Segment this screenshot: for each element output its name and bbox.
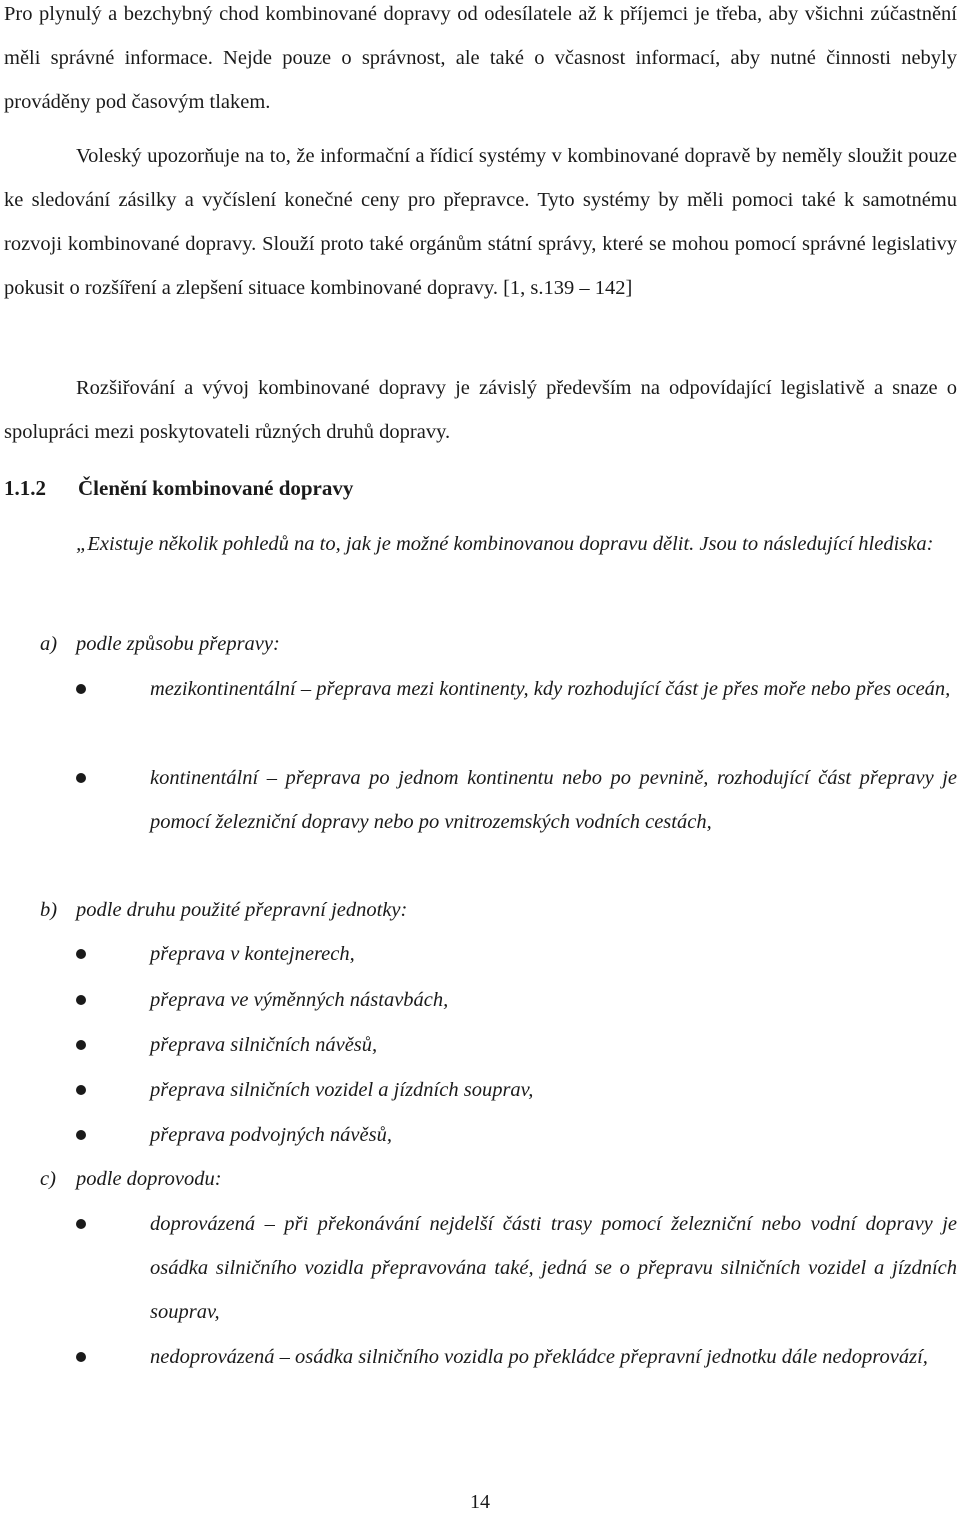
- section-title: Členění kombinované dopravy: [78, 476, 354, 500]
- bullet-icon: [76, 1219, 86, 1229]
- list-item: přeprava silničních vozidel a jízdních souprav,: [150, 1079, 534, 1101]
- list-item: přeprava silničních návěsů,: [150, 1034, 378, 1056]
- list-item: nedoprovázená – osádka silničního vozidla po překládce přepravní jednotku dále nedoprovází,: [150, 1346, 928, 1368]
- bullet-icon: [76, 1352, 86, 1362]
- list-item: přeprava podvojných návěsů,: [150, 1124, 392, 1146]
- bullet-icon: [76, 995, 86, 1005]
- section-heading: [4, 466, 353, 510]
- bullet-icon: [76, 773, 86, 783]
- bullet-icon: [76, 1130, 86, 1140]
- list-item: kontinentální – přeprava po jednom kontinentu nebo po pevnině, rozhodující část přepravy je pomocí železniční dopravy nebo po vnitrozemských vodních cestách,: [150, 767, 957, 833]
- list-item: doprovázená – při překonávání nejdelší části trasy pomocí železniční nebo vodní dopravy je osádka silničního vozidla přepravována také, jedná se o přepravu silničních vozidel a jízdních souprav,: [150, 1213, 957, 1323]
- group-a-title: podle způsobu přepravy:: [76, 633, 280, 655]
- list-item: přeprava v kontejnerech,: [150, 943, 355, 965]
- list-item: přeprava ve výměnných nástavbách,: [150, 989, 449, 1011]
- bullet-icon: [76, 1085, 86, 1095]
- list-item: mezikontinentální – přeprava mezi kontinenty, kdy rozhodující část je přes moře nebo přes oceán,: [150, 678, 951, 700]
- group-b-heading: [40, 888, 407, 932]
- group-b-label: b): [40, 899, 58, 921]
- paragraph-legislation: Rozšiřování a vývoj kombinované dopravy je závislý především na odpovídající legislativě a snaze o spolupráci mezi poskytovateli různých druhů dopravy.: [4, 377, 957, 443]
- bullet-icon: [76, 1040, 86, 1050]
- page-number: 14: [470, 1491, 490, 1513]
- group-a-heading: [40, 622, 280, 666]
- group-c-label: c): [40, 1168, 56, 1190]
- group-a-label: a): [40, 633, 58, 655]
- group-c-title: podle doprovodu:: [76, 1168, 222, 1190]
- intro-quote: „Existuje několik pohledů na to, jak je možné kombinovanou dopravu dělit. Jsou to následující hlediska:: [76, 533, 934, 555]
- paragraph-volesky: Voleský upozorňuje na to, že informační a řídicí systémy v kombinované dopravě by neměly sloužit pouze ke sledování zásilky a vyčíslení konečné ceny pro přepravce. Tyto systémy by měli pomoci také k samotnému rozvoji kombinované dopravy. Slouží proto také orgánům státní správy, které se mohou pomocí správné legislativy pokusit o rozšíření a zlepšení situace kombinované dopravy. [1, s.139 – 142]: [4, 145, 957, 299]
- group-c-heading: [40, 1157, 222, 1201]
- bullet-icon: [76, 949, 86, 959]
- paragraph-information-flow: Pro plynulý a bezchybný chod kombinované dopravy od odesílatele až k příjemci je třeba, aby všichni zúčastnění měli správné informace. Nejde pouze o správnost, ale také o včasnost informací, aby nutné činnosti nebyly prováděny pod časovým tlakem.: [4, 3, 957, 113]
- group-b-title: podle druhu použité přepravní jednotky:: [76, 899, 408, 921]
- section-number: 1.1.2: [4, 476, 46, 500]
- bullet-icon: [76, 684, 86, 694]
